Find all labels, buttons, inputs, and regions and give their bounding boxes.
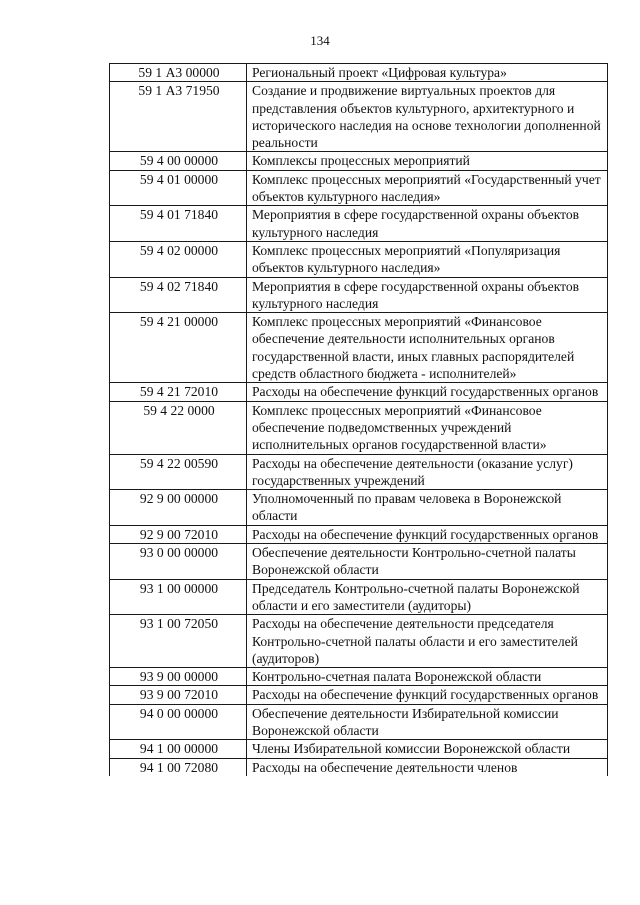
code-cell: 59 4 01 00000 (110, 170, 247, 206)
code-cell: 59 1 А3 00000 (110, 64, 247, 82)
code-cell: 59 4 02 00000 (110, 241, 247, 277)
table-row (110, 383, 608, 401)
code-cell: 93 9 00 72010 (110, 686, 247, 704)
code-cell: 94 1 00 72080 (110, 758, 247, 776)
classifier-table (109, 63, 608, 776)
table-row (110, 740, 608, 758)
table-row (110, 615, 608, 668)
name-cell: Мероприятия в сфере государственной охраны объектов культурного наследия (247, 277, 608, 313)
table-row (110, 454, 608, 490)
name-cell: Члены Избирательной комиссии Воронежской области (247, 740, 608, 758)
name-cell: Комплексы процессных мероприятий (247, 152, 608, 170)
table-row (110, 704, 608, 740)
table-row (110, 579, 608, 615)
name-cell: Комплекс процессных мероприятий «Финансовое обеспечение подведомственных учреждений исполнительных органов государственной власти» (247, 401, 608, 454)
code-cell: 93 1 00 72050 (110, 615, 247, 668)
name-cell: Обеспечение деятельности Избирательной комиссии Воронежской области (247, 704, 608, 740)
name-cell: Контрольно-счетная палата Воронежской области (247, 668, 608, 686)
table-row (110, 544, 608, 580)
table-row (110, 401, 608, 454)
code-cell: 93 1 00 00000 (110, 579, 247, 615)
name-cell: Комплекс процессных мероприятий «Финансовое обеспечение деятельности исполнительных органов государственной власти, иных главных распорядителей средств областного бюджета - исполнителей» (247, 313, 608, 383)
code-cell: 59 4 21 72010 (110, 383, 247, 401)
table-row (110, 668, 608, 686)
table-row (110, 758, 608, 776)
table-row (110, 82, 608, 152)
name-cell: Расходы на обеспечение деятельности членов (247, 758, 608, 776)
name-cell: Расходы на обеспечение функций государственных органов (247, 686, 608, 704)
code-cell: 93 9 00 00000 (110, 668, 247, 686)
code-cell: 59 4 22 00590 (110, 454, 247, 490)
classifier-table-body (110, 64, 608, 776)
table-row (110, 525, 608, 543)
code-cell: 59 4 02 71840 (110, 277, 247, 313)
name-cell: Расходы на обеспечение деятельности председателя Контрольно-счетной палаты области и его заместителей (аудиторов) (247, 615, 608, 668)
name-cell: Уполномоченный по правам человека в Воронежской области (247, 490, 608, 526)
code-cell: 94 0 00 00000 (110, 704, 247, 740)
table-row (110, 686, 608, 704)
code-cell: 59 4 01 71840 (110, 206, 247, 242)
table-row (110, 170, 608, 206)
page-number: 134 (310, 33, 330, 48)
table-row (110, 277, 608, 313)
table-row (110, 152, 608, 170)
code-cell: 92 9 00 00000 (110, 490, 247, 526)
name-cell: Председатель Контрольно-счетной палаты Воронежской области и его заместители (аудиторы) (247, 579, 608, 615)
code-cell: 92 9 00 72010 (110, 525, 247, 543)
name-cell: Создание и продвижение виртуальных проектов для представления объектов культурного, архитектурного и исторического наследия на основе технологии дополненной реальности (247, 82, 608, 152)
name-cell: Расходы на обеспечение функций государственных органов (247, 383, 608, 401)
code-cell: 93 0 00 00000 (110, 544, 247, 580)
name-cell: Комплекс процессных мероприятий «Государственный учет объектов культурного наследия» (247, 170, 608, 206)
table-row (110, 241, 608, 277)
code-cell: 59 4 00 00000 (110, 152, 247, 170)
table-row (110, 206, 608, 242)
name-cell: Мероприятия в сфере государственной охраны объектов культурного наследия (247, 206, 608, 242)
code-cell: 59 4 21 00000 (110, 313, 247, 383)
table-row (110, 64, 608, 82)
name-cell: Обеспечение деятельности Контрольно-счетной палаты Воронежской области (247, 544, 608, 580)
code-cell: 59 4 22 0000 (110, 401, 247, 454)
name-cell: Расходы на обеспечение деятельности (оказание услуг) государственных учреждений (247, 454, 608, 490)
table-row (110, 313, 608, 383)
code-cell: 59 1 А3 71950 (110, 82, 247, 152)
code-cell: 94 1 00 00000 (110, 740, 247, 758)
table-row (110, 490, 608, 526)
name-cell: Комплекс процессных мероприятий «Популяризация объектов культурного наследия» (247, 241, 608, 277)
name-cell: Расходы на обеспечение функций государственных органов (247, 525, 608, 543)
name-cell: Региональный проект «Цифровая культура» (247, 64, 608, 82)
